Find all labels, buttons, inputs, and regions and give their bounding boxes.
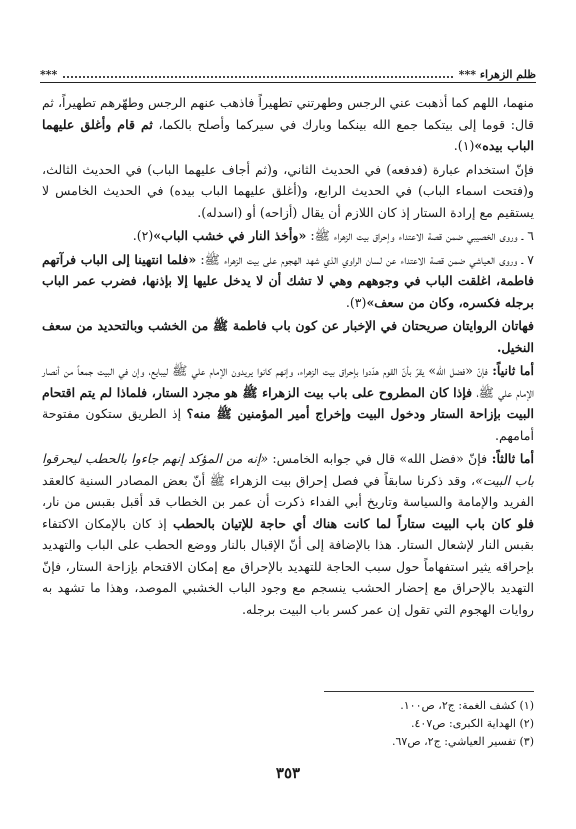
- text-run: (٢).: [132, 228, 154, 243]
- paragraph-7: [42, 448, 534, 620]
- text-run: (٣).: [345, 294, 367, 310]
- running-header: [40, 62, 536, 83]
- text-run: إذ الطريق ستكون مفتوحة أمامهم.: [42, 406, 534, 443]
- footnote-separator: [324, 691, 534, 692]
- footnote-1: (١) كشف الغمة: ج٢، ص١٠٠.: [400, 699, 534, 712]
- footnotes: [392, 697, 534, 751]
- paragraph-3: [42, 225, 534, 247]
- text-run: فإنّ استخدام عبارة (فدفعه) في الحديث الثاني، و(ثم أجاف عليهما الباب) في الحديث الثالث، و(فتحت اسماء الباب) في الحديث الرابع، و(أغلق عليهما الباب بيده) في الحديث الخامس لا يستقيم مع إرادة الستار إذ كان اللازم أن يقال (أزاحه) أو (اسدله).: [42, 161, 534, 220]
- paragraph-4: [42, 249, 534, 314]
- text-run: «وأخذ النار في خشب الباب»: [153, 228, 307, 243]
- text-run: ، وقد ذكرنا سابقاً في فصل إحراق بيت الزهراء ﷺ أنّ بعض المصادر السنية كالعقد الفريد والإمامة والسياسة وتاريخ أبي الفداء ذكرت أن عمر بن الخطاب قد أقبل بقبس من نار،: [42, 472, 534, 509]
- text-run: ثم قام وأغلق عليهما الباب بيده»: [42, 116, 534, 153]
- footnote-2: (٢) الهداية الكبرى: ص٤٠٧.: [411, 717, 534, 730]
- body-text: [42, 92, 534, 622]
- text-run: «إنه من المؤكد إنهم جاءوا بالحطب ليحرقوا باب البيت»: [42, 451, 534, 488]
- text-run: «فلما انتهينا إلى الباب فرآتهم فاطمة، اغلقت الباب في وجوههم وهي لا تشك أن لا يدخل عليها إلا بإذنها، فضرب عمر الباب برجله فكسره، وكان من سعف»: [42, 251, 534, 310]
- header-dotted-rule: [63, 76, 453, 78]
- text-run: أما ثالثاً:: [487, 451, 534, 466]
- text-run: فإنّ «فضل الله» قال في جوابه الخامس:: [268, 451, 488, 466]
- paragraph-6: [42, 360, 534, 446]
- text-run: ٦ ـ وروى الخصيبي ضمن قصة الاعتداء وإحراق بيت الزهراء ﷺ:: [306, 228, 534, 243]
- text-run: منهما، اللهم كما أذهبت عني الرجس وطهرتني تطهيراً فاذهب عنهم الرجس وطهّرهم تطهيراً، ثم قال: قوما إلى بيتكما جمع الله بينكما وبارك في سيركما وأصلح بالكما،: [42, 95, 534, 132]
- paragraph-1: [42, 92, 534, 157]
- text-run: أما ثانياً:: [487, 363, 534, 378]
- paragraph-2: [42, 159, 534, 224]
- text-run: إذ كان بالإمكان الاكتفاء بقبس النار لإشعال الستار. هذا بالإضافة إلى أنّ الإقبال بالنار ووضع الحطب على الباب والتهديد بإحراقه يثير استفهاماً حول سبب الحاجة للتهديد بالإحراق مع إمكان الاقتحام بإزاحة الستار، فإنّ التهديد بالإحراق مع إحضار الحشب ينسجم مع وجود الباب الخشبي الموصد، وهذا ما تشهد به روايات الهجوم التي تقول إن عمر كسر باب البيت برجله.: [42, 515, 534, 617]
- text-run: (١).: [453, 138, 475, 153]
- text-run: ٧ ـ وروى العياشي ضمن قصة الاعتداء عن لسان الراوي الذي شهد الهجوم على بيت الزهراء ﷺ:: [196, 251, 534, 267]
- text-run: فلو كان باب البيت ستاراً لما كانت هناك أي حاجة للإتيان بالحطب: [172, 515, 535, 531]
- page-number: ٣٥٣: [275, 764, 301, 782]
- text-run: فإذا كان المطروح على باب بيت الزهراء ﷺ هو مجرد الستار، فلماذا لم يتم اقتحام البيت بإزاحة الستار ودخول البيت وإخراج أمير المؤمنين ﷺ منه؟: [42, 384, 534, 421]
- paragraph-5: [42, 315, 534, 358]
- header-title: ظلم الزهراء ***: [458, 68, 536, 81]
- header-stars: ***: [40, 68, 58, 81]
- text-run: فهاتان الروايتان صريحتان في الإخبار عن كون باب فاطمة ﷺ من الخشب وبالتحديد من سعف النخيل.: [42, 318, 534, 355]
- footnote-3: (٣) تفسير العياشي: ج٢، ص٦٧.: [391, 735, 534, 748]
- text-run: فإنّ «فضل الله» يقرّ بأنّ القوم هدّدوا بإحراق بيت الزهراء، وإنهم كانوا يريدون الإمام علي ﷺ ليبايع، وإن في البيت جمعاً من أنصار الإمام علي ﷺ،: [42, 363, 534, 400]
